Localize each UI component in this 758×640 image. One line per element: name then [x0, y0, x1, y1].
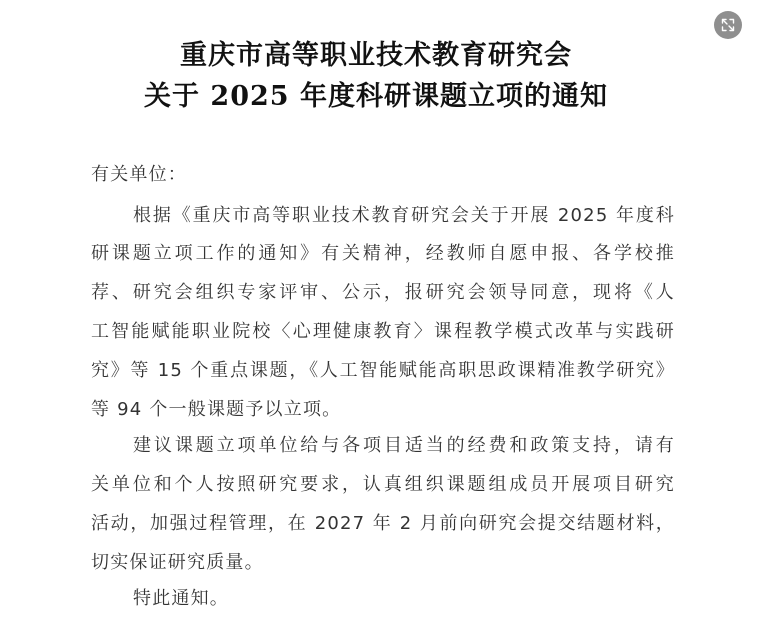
paragraph-line: 活动，加强过程管理，在 2027 年 2 月前向研究会提交结题材料，	[91, 513, 675, 534]
paragraph-line: 切实保证研究质量。	[91, 552, 264, 573]
paragraph-line: 究》等 15 个重点课题，《人工智能赋能高职思政课精准教学研究》	[91, 360, 675, 381]
paragraph-line: 关单位和个人按照研究要求，认真组织课题组成员开展项目研究	[91, 474, 675, 495]
paragraph-line: 根据《重庆市高等职业技术教育研究会关于开展 2025 年度科	[133, 205, 675, 226]
closing-line: 特此通知。	[133, 588, 229, 609]
document-title-line-1: 重庆市高等职业技术教育研究会	[180, 40, 572, 71]
paragraph-line: 工智能赋能职业院校〈心理健康教育〉课程教学模式改革与实践研	[91, 321, 675, 342]
paragraph-line: 等 94 个一般课题予以立项。	[91, 399, 342, 420]
expand-icon	[720, 17, 736, 33]
paragraph-line: 研课题立项工作的通知》有关精神，经教师自愿申报、各学校推	[91, 243, 675, 264]
paragraph-line: 建议课题立项单位给与各项目适当的经费和政策支持，请有	[133, 435, 675, 456]
document-title-line-2: 关于 2025 年度科研课题立项的通知	[144, 81, 608, 112]
salutation: 有关单位：	[91, 164, 187, 185]
paragraph-line: 荐、研究会组织专家评审、公示，报研究会领导同意，现将《人	[91, 282, 675, 303]
